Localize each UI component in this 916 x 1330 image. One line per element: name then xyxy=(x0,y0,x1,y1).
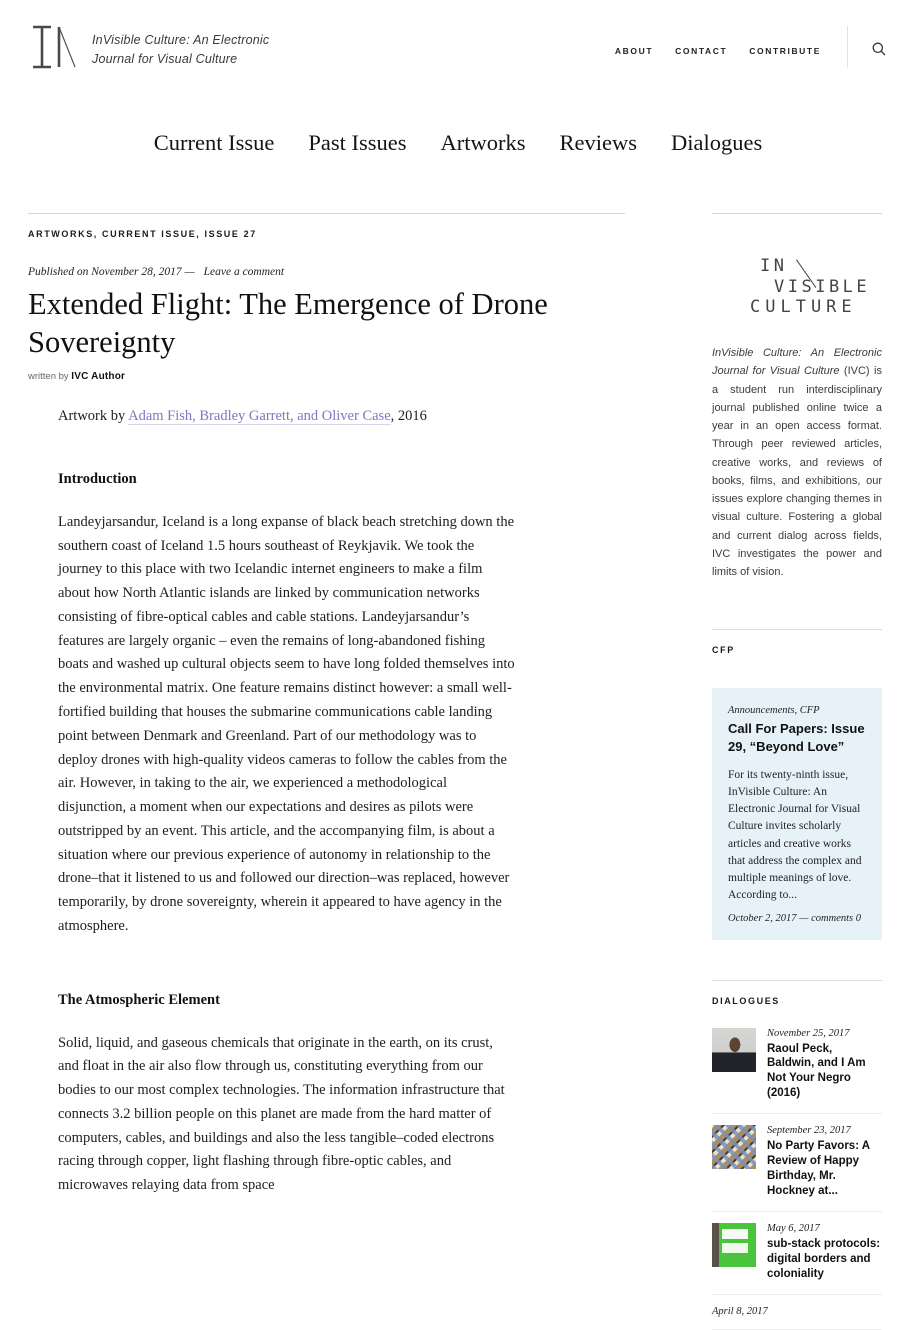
credit-authors-link[interactable]: Adam Fish, Bradley Garrett, and Oliver Case xyxy=(128,407,391,424)
top-nav xyxy=(615,46,821,56)
sidebar-divider-2 xyxy=(712,980,882,981)
nav-current-issue[interactable]: Current Issue xyxy=(153,130,275,155)
article-body xyxy=(58,408,516,1198)
dialogue-title-link[interactable]: No Party Favors: A Review of Happy Birthday, Mr. Hockney at... xyxy=(767,1140,870,1198)
dialogue-text xyxy=(767,1223,882,1282)
logo-line2: VISIBLE xyxy=(774,276,871,297)
list-item[interactable] xyxy=(712,1114,882,1212)
nav-contribute[interactable]: CONTRIBUTE xyxy=(749,46,821,56)
primary-nav xyxy=(0,92,916,186)
site-title-line2: Journal for Visual Culture xyxy=(92,51,238,66)
cfp-title-link[interactable]: Call For Papers: Issue 29, “Beyond Love” xyxy=(728,721,865,754)
dialogues-list xyxy=(712,1028,882,1330)
dialogue-title-link[interactable]: sub-stack protocols: digital borders and coloniality xyxy=(767,1238,881,1280)
journal-description xyxy=(712,344,882,581)
cfp-section-label: CFP xyxy=(712,645,735,656)
dialogue-date: May 6, 2017 xyxy=(767,1223,820,1235)
credit-suffix: , 2016 xyxy=(390,407,427,424)
header-right xyxy=(615,34,886,68)
written-by-label: written by xyxy=(28,370,69,382)
sidebar xyxy=(712,213,882,1330)
cfp-meta: October 2, 2017 — comments 0 xyxy=(728,912,861,924)
site-logo[interactable] xyxy=(30,24,78,70)
nav-artworks[interactable]: Artworks xyxy=(440,130,526,155)
paragraph-atmospheric: Solid, liquid, and gaseous chemicals that originate in the earth, on its crust, and float in the air also flow through us, constituting everything from our bodies to our most complex technologies. The information infrastructure that connects 3.2 billion people on this planet are made from the hard matter of computers, cables, and buildings and also the less tangible–coded electrons racing through copper, light flashing through fibre-optic cables, and microwaves relaying data from space xyxy=(58,1034,505,1194)
nav-past-issues[interactable]: Past Issues xyxy=(308,130,407,155)
breadcrumb[interactable]: ARTWORKS, CURRENT ISSUE, ISSUE 27 xyxy=(28,229,257,239)
published-date: Published on November 28, 2017 — xyxy=(28,266,195,278)
credit-prefix: Artwork by xyxy=(58,407,129,424)
dialogue-thumbnail-portrait xyxy=(712,1028,756,1072)
nav-about[interactable]: ABOUT xyxy=(614,46,654,56)
section-heading-atmospheric: The Atmospheric Element xyxy=(58,991,220,1008)
dialogue-text xyxy=(712,1306,882,1317)
dialogue-date: November 25, 2017 xyxy=(767,1027,850,1039)
author-link[interactable]: IVC Author xyxy=(71,370,126,382)
dialogue-thumbnail-mosaic xyxy=(712,1125,756,1169)
cfp-tags[interactable]: Announcements, CFP xyxy=(728,705,820,717)
dialogues-section-label: DIALOGUES xyxy=(712,995,780,1006)
cfp-card[interactable] xyxy=(712,688,882,939)
logo-line1: IN xyxy=(760,256,788,276)
section-heading-introduction: Introduction xyxy=(58,470,137,487)
site-title-line1: InVisible Culture: An Electronic xyxy=(92,33,270,47)
journal-description-italic: InVisible Culture: An Electronic Journal for Visual Culture xyxy=(712,347,882,378)
published-line xyxy=(28,266,625,278)
dialogue-thumbnail-green xyxy=(712,1223,756,1267)
nav-dialogues[interactable]: Dialogues xyxy=(671,130,763,155)
logo-line3: CULTURE xyxy=(750,297,857,318)
sidebar-logo[interactable] xyxy=(732,256,882,318)
cfp-excerpt: For its twenty-ninth issue, InVisible Culture: An Electronic Journal for Visual Culture invites scholarly articles and creative works that address the complex and multiple meanings of love. According to... xyxy=(728,768,862,902)
header-divider xyxy=(847,26,848,68)
list-item[interactable] xyxy=(712,1028,882,1115)
journal-description-rest: (IVC) is a student run interdisciplinary journal published online twice a year in an open access format. Through peer reviewed articles, creative works, and reviews of books, films, and exhibitions, our issues explore changing themes in visual culture. Fostering a global and current dialog across fields, IVC investigates the power and limits of vision. xyxy=(712,365,882,579)
dialogue-text xyxy=(767,1125,882,1199)
leave-comment-link[interactable]: Leave a comment xyxy=(203,266,285,278)
paragraph-introduction: Landeyjarsandur, Iceland is a long expanse of black beach stretching down the southern coast of Iceland 1.5 hours southeast of Reykjavik. We took the journey to this place with two Icelandic internet engineers to make a film about how North Atlantic islands are linked by communication networks consisting of fibre-optical cables and cable stations. Landeyjarsandur’s features are largely organic – even the remains of long-abandoned fishing boats and washed up cultural objects seem to have long folded themselves into the environmental matrix. One feature remains distinct however: a small well-fortified building that houses the submarine communications cable landing point between Denmark and Greenland. Part of our methodology was to deploy drones with high-quality videos cameras to follow the cables from the air. However, in taking to the air, we experienced a methodological disjunction, a moment when our expectations and desires as pilots were outstripped by an event. This article, and the accompanying film, is about a situation where our previous experience of autonomy in relationship to the drone–that it listened to us and followed our direction–was replaced, however temporarily, by drone sovereignty, wherein it appeared to have agency in the atmosphere. xyxy=(58,513,515,934)
dialogue-text xyxy=(767,1028,882,1102)
list-item[interactable] xyxy=(712,1295,882,1330)
list-item[interactable] xyxy=(712,1212,882,1295)
site-title[interactable] xyxy=(92,31,269,69)
in-logo-icon xyxy=(30,24,78,70)
search-icon[interactable] xyxy=(872,42,886,61)
dialogue-date: September 23, 2017 xyxy=(767,1125,851,1137)
sidebar-divider-1 xyxy=(712,629,882,630)
dialogue-date: April 8, 2017 xyxy=(712,1305,768,1317)
nav-reviews[interactable]: Reviews xyxy=(559,130,637,155)
article-column xyxy=(28,213,625,1330)
artwork-credit xyxy=(58,408,516,425)
byline xyxy=(28,371,625,382)
content xyxy=(0,213,916,1330)
site-header xyxy=(0,0,916,92)
dialogue-title-link[interactable]: Raoul Peck, Baldwin, and I Am Not Your Negro (2016) xyxy=(767,1042,866,1100)
page-title: Extended Flight: The Emergence of Drone Sovereignty xyxy=(28,287,548,360)
nav-contact[interactable]: CONTACT xyxy=(675,46,728,56)
